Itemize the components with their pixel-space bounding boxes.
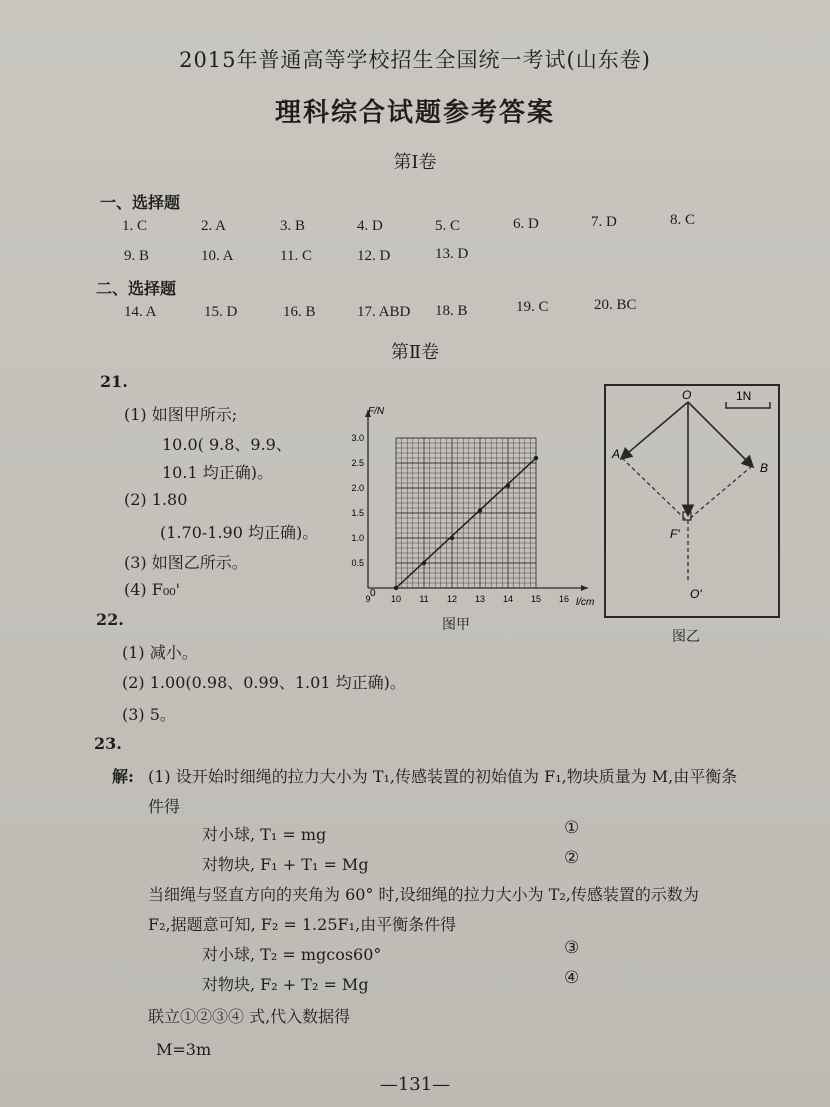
q23-line-6: M=3m (156, 1040, 212, 1059)
q23-number: 23. (94, 734, 122, 753)
q22-line-2: (2) 1.00(0.98、0.99、1.01 均正确)。 (122, 673, 406, 692)
volume-2-heading: 第Ⅱ卷 (390, 342, 440, 363)
data-point (534, 456, 538, 460)
y-tick-label: 3.0 (351, 433, 364, 443)
q22-number: 22. (96, 610, 124, 629)
figure-yi-caption: 图乙 (672, 629, 700, 645)
q21-number: 21. (100, 372, 128, 391)
q23-eq-4-number: ④ (564, 968, 580, 988)
answer-19: 19. C (516, 299, 549, 315)
answer-18: 18. B (435, 303, 468, 319)
answer-3: 3. B (280, 218, 306, 234)
point-o2-label: O' (690, 587, 702, 601)
answer-6: 6. D (513, 216, 539, 232)
q21-line-1: (1) 如图甲所示; (124, 405, 238, 424)
page-number: —131— (379, 1074, 451, 1095)
graph-axes (365, 410, 588, 591)
x-tick-label: 16 (558, 594, 570, 604)
q21-line-3: 10.1 均正确)。 (162, 463, 273, 482)
y-tick-label: 0.5 (351, 558, 364, 568)
q21-line-2: 10.0( 9.8、9.9、 (162, 435, 292, 454)
y-axis-label: F/N (368, 406, 385, 417)
answer-4: 4. D (357, 218, 383, 234)
force-a-arrow (622, 402, 688, 458)
figure-yi-diagram (606, 386, 778, 616)
answer-10: 10. A (201, 248, 234, 264)
point-a-label: A (612, 447, 621, 461)
q23-line-4: F₂,据题意可知, F₂ = 1.25F₁,由平衡条件得 (148, 915, 457, 934)
q23-jie: 解: (112, 767, 134, 786)
answer-9: 9. B (124, 248, 150, 264)
q23-line-1: (1) 设开始时细绳的拉力大小为 T₁,传感装置的初始值为 F₁,物块质量为 M,由平衡条 (148, 767, 738, 786)
x-tick-label: 10 (390, 594, 402, 604)
data-point (422, 561, 426, 565)
q22-line-3: (3) 5。 (122, 705, 176, 724)
y-tick-label: 1.5 (351, 508, 364, 518)
section-1-heading: 一、选择题 (100, 193, 181, 212)
x-tick-label: 15 (530, 594, 542, 604)
section-2-heading: 二、选择题 (96, 279, 177, 298)
point-b-label: B (760, 461, 769, 475)
point-f-label: F' (670, 527, 680, 541)
answer-11: 11. C (280, 248, 312, 264)
q21-line-4: (2) 1.80 (124, 490, 188, 509)
origin-label: 0 (370, 588, 376, 599)
q23-eq-2: 对物块, F₁ + T₁ = Mg (202, 855, 369, 874)
x-axis-label: l/cm (576, 597, 595, 608)
answer-8: 8. C (670, 212, 696, 228)
volume-1-heading: 第Ⅰ卷 (393, 152, 437, 173)
x-tick-label: 12 (446, 594, 458, 604)
q23-line-2: 件得 (148, 797, 181, 816)
answer-16: 16. B (283, 304, 316, 320)
answer-2: 2. A (201, 218, 227, 234)
answer-subtitle: 理科综合试题参考答案 (274, 98, 555, 128)
q23-eq-1-number: ① (564, 818, 580, 838)
x-tick-label: 9 (365, 594, 371, 604)
q23-line-5: 联立①②③④ 式,代入数据得 (148, 1007, 351, 1026)
q21-line-5: (1.70-1.90 均正确)。 (160, 523, 319, 542)
q23-eq-4: 对物块, F₂ + T₂ = Mg (202, 975, 369, 994)
answer-20: 20. BC (594, 297, 637, 313)
answer-7: 7. D (591, 214, 617, 230)
answer-13: 13. D (435, 246, 469, 262)
figure-jia-graph (330, 400, 600, 612)
data-point (478, 508, 482, 512)
answer-15: 15. D (204, 304, 238, 320)
dashed-side-a (622, 458, 686, 520)
q23-line-3: 当细绳与竖直方向的夹角为 60° 时,设细绳的拉力大小为 T₂,传感装置的示数为 (148, 885, 699, 904)
data-point (450, 536, 454, 540)
q21-line-7: (4) F₀₀' (124, 580, 181, 599)
figure-jia-caption: 图甲 (442, 617, 470, 633)
x-axis-arrow (581, 585, 588, 591)
x-tick-label: 13 (474, 594, 486, 604)
y-tick-label: 2.0 (351, 483, 364, 493)
x-tick-label: 14 (502, 594, 514, 604)
scale-label: 1N (736, 389, 752, 403)
force-b-arrow (688, 402, 752, 466)
data-point (394, 586, 398, 590)
exam-title: 2015年普通高等学校招生全国统一考试(山东卷) (179, 48, 651, 72)
answer-14: 14. A (124, 304, 157, 320)
answer-1: 1. C (122, 218, 148, 234)
q23-eq-3-number: ③ (564, 938, 580, 958)
answer-17: 17. ABD (357, 304, 411, 320)
answer-12: 12. D (357, 248, 391, 264)
answer-5: 5. C (435, 218, 461, 234)
y-tick-label: 2.5 (351, 458, 364, 468)
data-point (506, 483, 510, 487)
dashed-side-b (688, 466, 752, 520)
figure-yi-frame (604, 384, 780, 618)
q21-line-6: (3) 如图乙所示。 (124, 553, 248, 572)
q23-eq-2-number: ② (564, 848, 580, 868)
y-tick-label: 1.0 (351, 533, 364, 543)
q23-eq-1: 对小球, T₁ = mg (202, 825, 327, 844)
x-tick-label: 11 (419, 594, 429, 604)
graph-grid (396, 438, 536, 588)
q23-eq-3: 对小球, T₂ = mgcos60° (202, 945, 382, 964)
point-o-label: O (682, 388, 692, 402)
q22-line-1: (1) 减小。 (122, 643, 198, 662)
